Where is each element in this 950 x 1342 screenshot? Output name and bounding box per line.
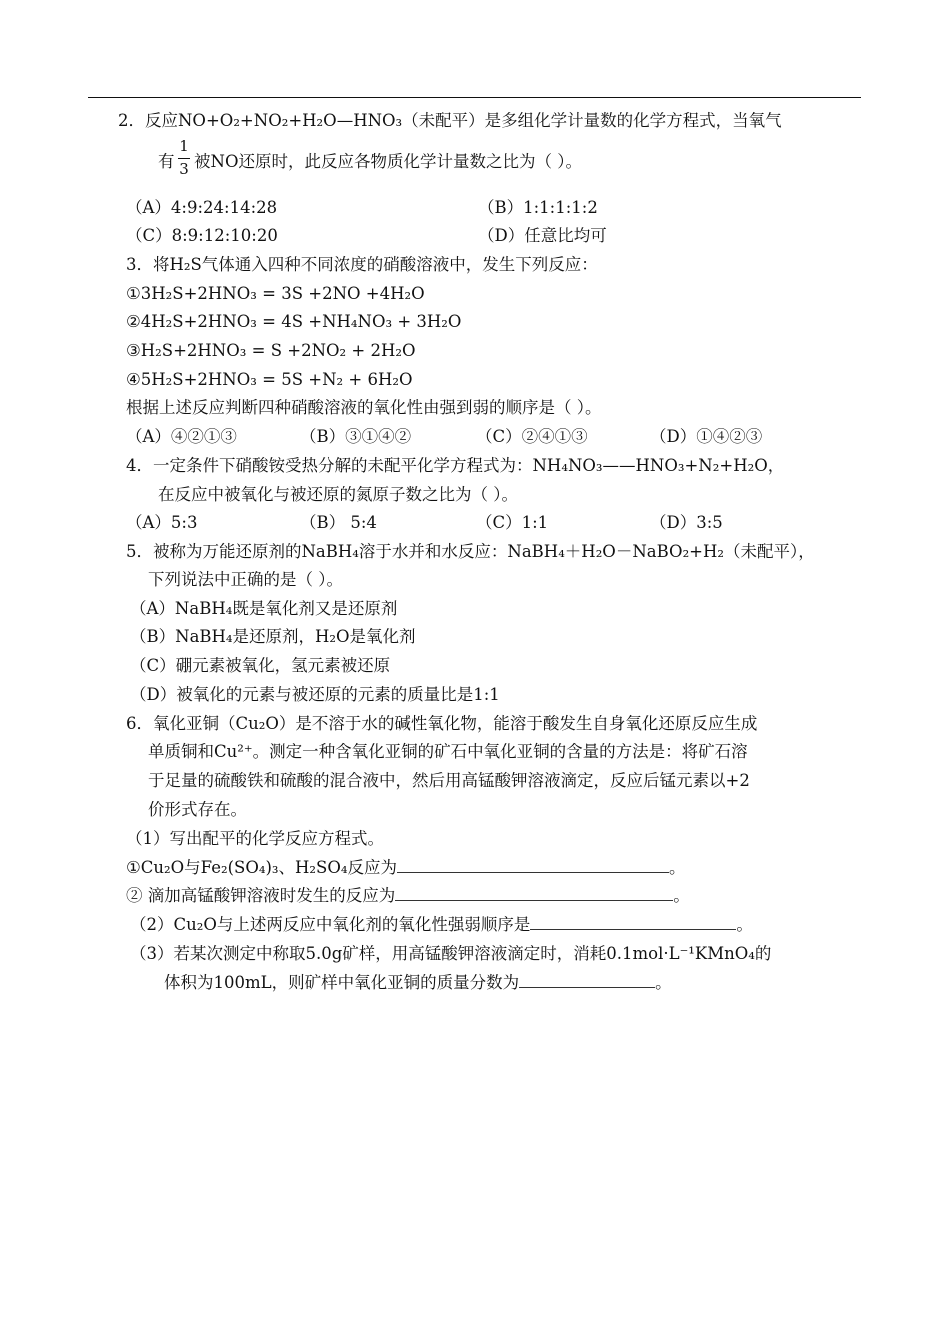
q3-option-a: （A）④②①③ [126, 427, 237, 446]
q6-sub2-text: （2）Cu₂O与上述两反应中氧化剂的氧化性强弱顺序是 [130, 915, 531, 934]
q5-stem-line1: 5．被称为万能还原剂的NaBH₄溶于水并和水反应：NaBH₄＋H₂O－NaBO₂+H₂（未配平）， [126, 542, 815, 561]
q2-stem-line1: 2．反应NO+O₂+NO₂+H₂O—HNO₃（未配平）是多组化学计量数的化学方程式，当氧气 [118, 111, 782, 130]
q5-option-c: （C）硼元素被氧化，氢元素被还原 [130, 656, 391, 675]
q6-sub3-line1: （3）若某次测定中称取5.0g矿样，用高锰酸钾溶液滴定时，消耗0.1mol·L⁻¹KMnO₄的 [130, 944, 772, 963]
q5-option-d: （D）被氧化的元素与被还原的元素的质量比是1:1 [130, 685, 500, 704]
q3-option-b: （B）③①④② [300, 427, 412, 446]
q6-sub2 [130, 914, 753, 936]
q2-fraction-denominator: 3 [179, 160, 189, 178]
q5-stem-line2: 下列说法中正确的是（ ）。 [148, 570, 343, 589]
q6-sub1a [126, 857, 686, 879]
q4-option-d: （D）3:5 [650, 513, 723, 532]
q3-option-d: （D）①④②③ [650, 427, 763, 446]
q5-option-b: （B）NaBH₄是还原剂，H₂O是氧化剂 [130, 627, 416, 646]
q6-stem-line3: 于足量的硫酸铁和硫酸的混合液中，然后用高锰酸钾溶液滴定，反应后锰元素以+2 [148, 771, 750, 790]
q6-sub3-end: 。 [655, 973, 672, 992]
q5-option-a: （A）NaBH₄既是氧化剂又是还原剂 [130, 599, 398, 618]
q4-option-b: （B） 5:4 [300, 513, 377, 532]
q3-question: 根据上述反应判断四种硝酸溶液的氧化性由强到弱的顺序是（ ）。 [126, 398, 602, 417]
q6-stem-line2: 单质铜和Cu²⁺。测定一种含氧化亚铜的矿石中氧化亚铜的含量的方法是：将矿石溶 [148, 742, 748, 761]
q6-sub1b [126, 885, 690, 907]
q6-sub1a-blank[interactable] [397, 858, 669, 873]
q2-stem-line2: 被NO还原时，此反应各物质化学计量数之比为（ ）。 [194, 152, 582, 171]
q6-sub1b-text: ② 滴加高锰酸钾溶液时发生的反应为 [126, 886, 396, 905]
q4-stem-line1: 4．一定条件下硝酸铵受热分解的未配平化学方程式为：NH₄NO₃——HNO₃+N₂+H₂O， [126, 456, 785, 475]
q6-sub1b-end: 。 [673, 886, 690, 905]
q4-option-c: （C）1:1 [476, 513, 549, 532]
q6-sub1b-blank[interactable] [395, 886, 673, 901]
q4-stem-line2: 在反应中被氧化与被还原的氮原子数之比为（ ）。 [158, 485, 518, 504]
header-rule [88, 97, 861, 98]
q2-option-d: （D）任意比均可 [478, 226, 607, 245]
q3-reaction-3: ③H₂S+2HNO₃ = S +2NO₂ + 2H₂O [126, 341, 416, 360]
q6-stem-line4: 价形式存在。 [148, 800, 247, 819]
q6-sub1-heading: （1）写出配平的化学反应方程式。 [126, 829, 384, 848]
q2-option-c: （C）8:9:12:10:20 [126, 226, 278, 245]
q6-sub2-end: 。 [736, 915, 753, 934]
q3-reaction-2: ②4H₂S+2HNO₃ = 4S +NH₄NO₃ + 3H₂O [126, 312, 462, 331]
q2-fraction-bar [178, 158, 190, 159]
q6-sub3-blank[interactable] [519, 973, 655, 988]
q2-has-label: 有 [158, 152, 175, 171]
q3-option-c: （C）②④①③ [476, 427, 588, 446]
q4-option-a: （A）5:3 [126, 513, 198, 532]
q3-reaction-4: ④5H₂S+2HNO₃ = 5S +N₂ + 6H₂O [126, 370, 413, 389]
q2-fraction-numerator: 1 [179, 137, 189, 155]
q6-stem-line1: 6．氧化亚铜（Cu₂O）是不溶于水的碱性氧化物，能溶于酸发生自身氧化还原反应生成 [126, 714, 758, 733]
q2-option-a: （A）4:9:24:14:28 [126, 198, 278, 217]
q3-reaction-1: ①3H₂S+2HNO₃ = 3S +2NO +4H₂O [126, 284, 425, 303]
q6-sub3-text: 体积为100mL，则矿样中氧化亚铜的质量分数为 [164, 973, 520, 992]
q3-intro: 3．将H₂S气体通入四种不同浓度的硝酸溶液中，发生下列反应： [126, 255, 598, 274]
q6-sub2-blank[interactable] [530, 915, 736, 930]
q6-sub3-line2 [164, 972, 672, 994]
q2-option-b: （B）1:1:1:1:2 [478, 198, 598, 217]
q6-sub1a-text: ①Cu₂O与Fe₂(SO₄)₃、H₂SO₄反应为 [126, 858, 397, 877]
q6-sub1a-end: 。 [669, 858, 686, 877]
